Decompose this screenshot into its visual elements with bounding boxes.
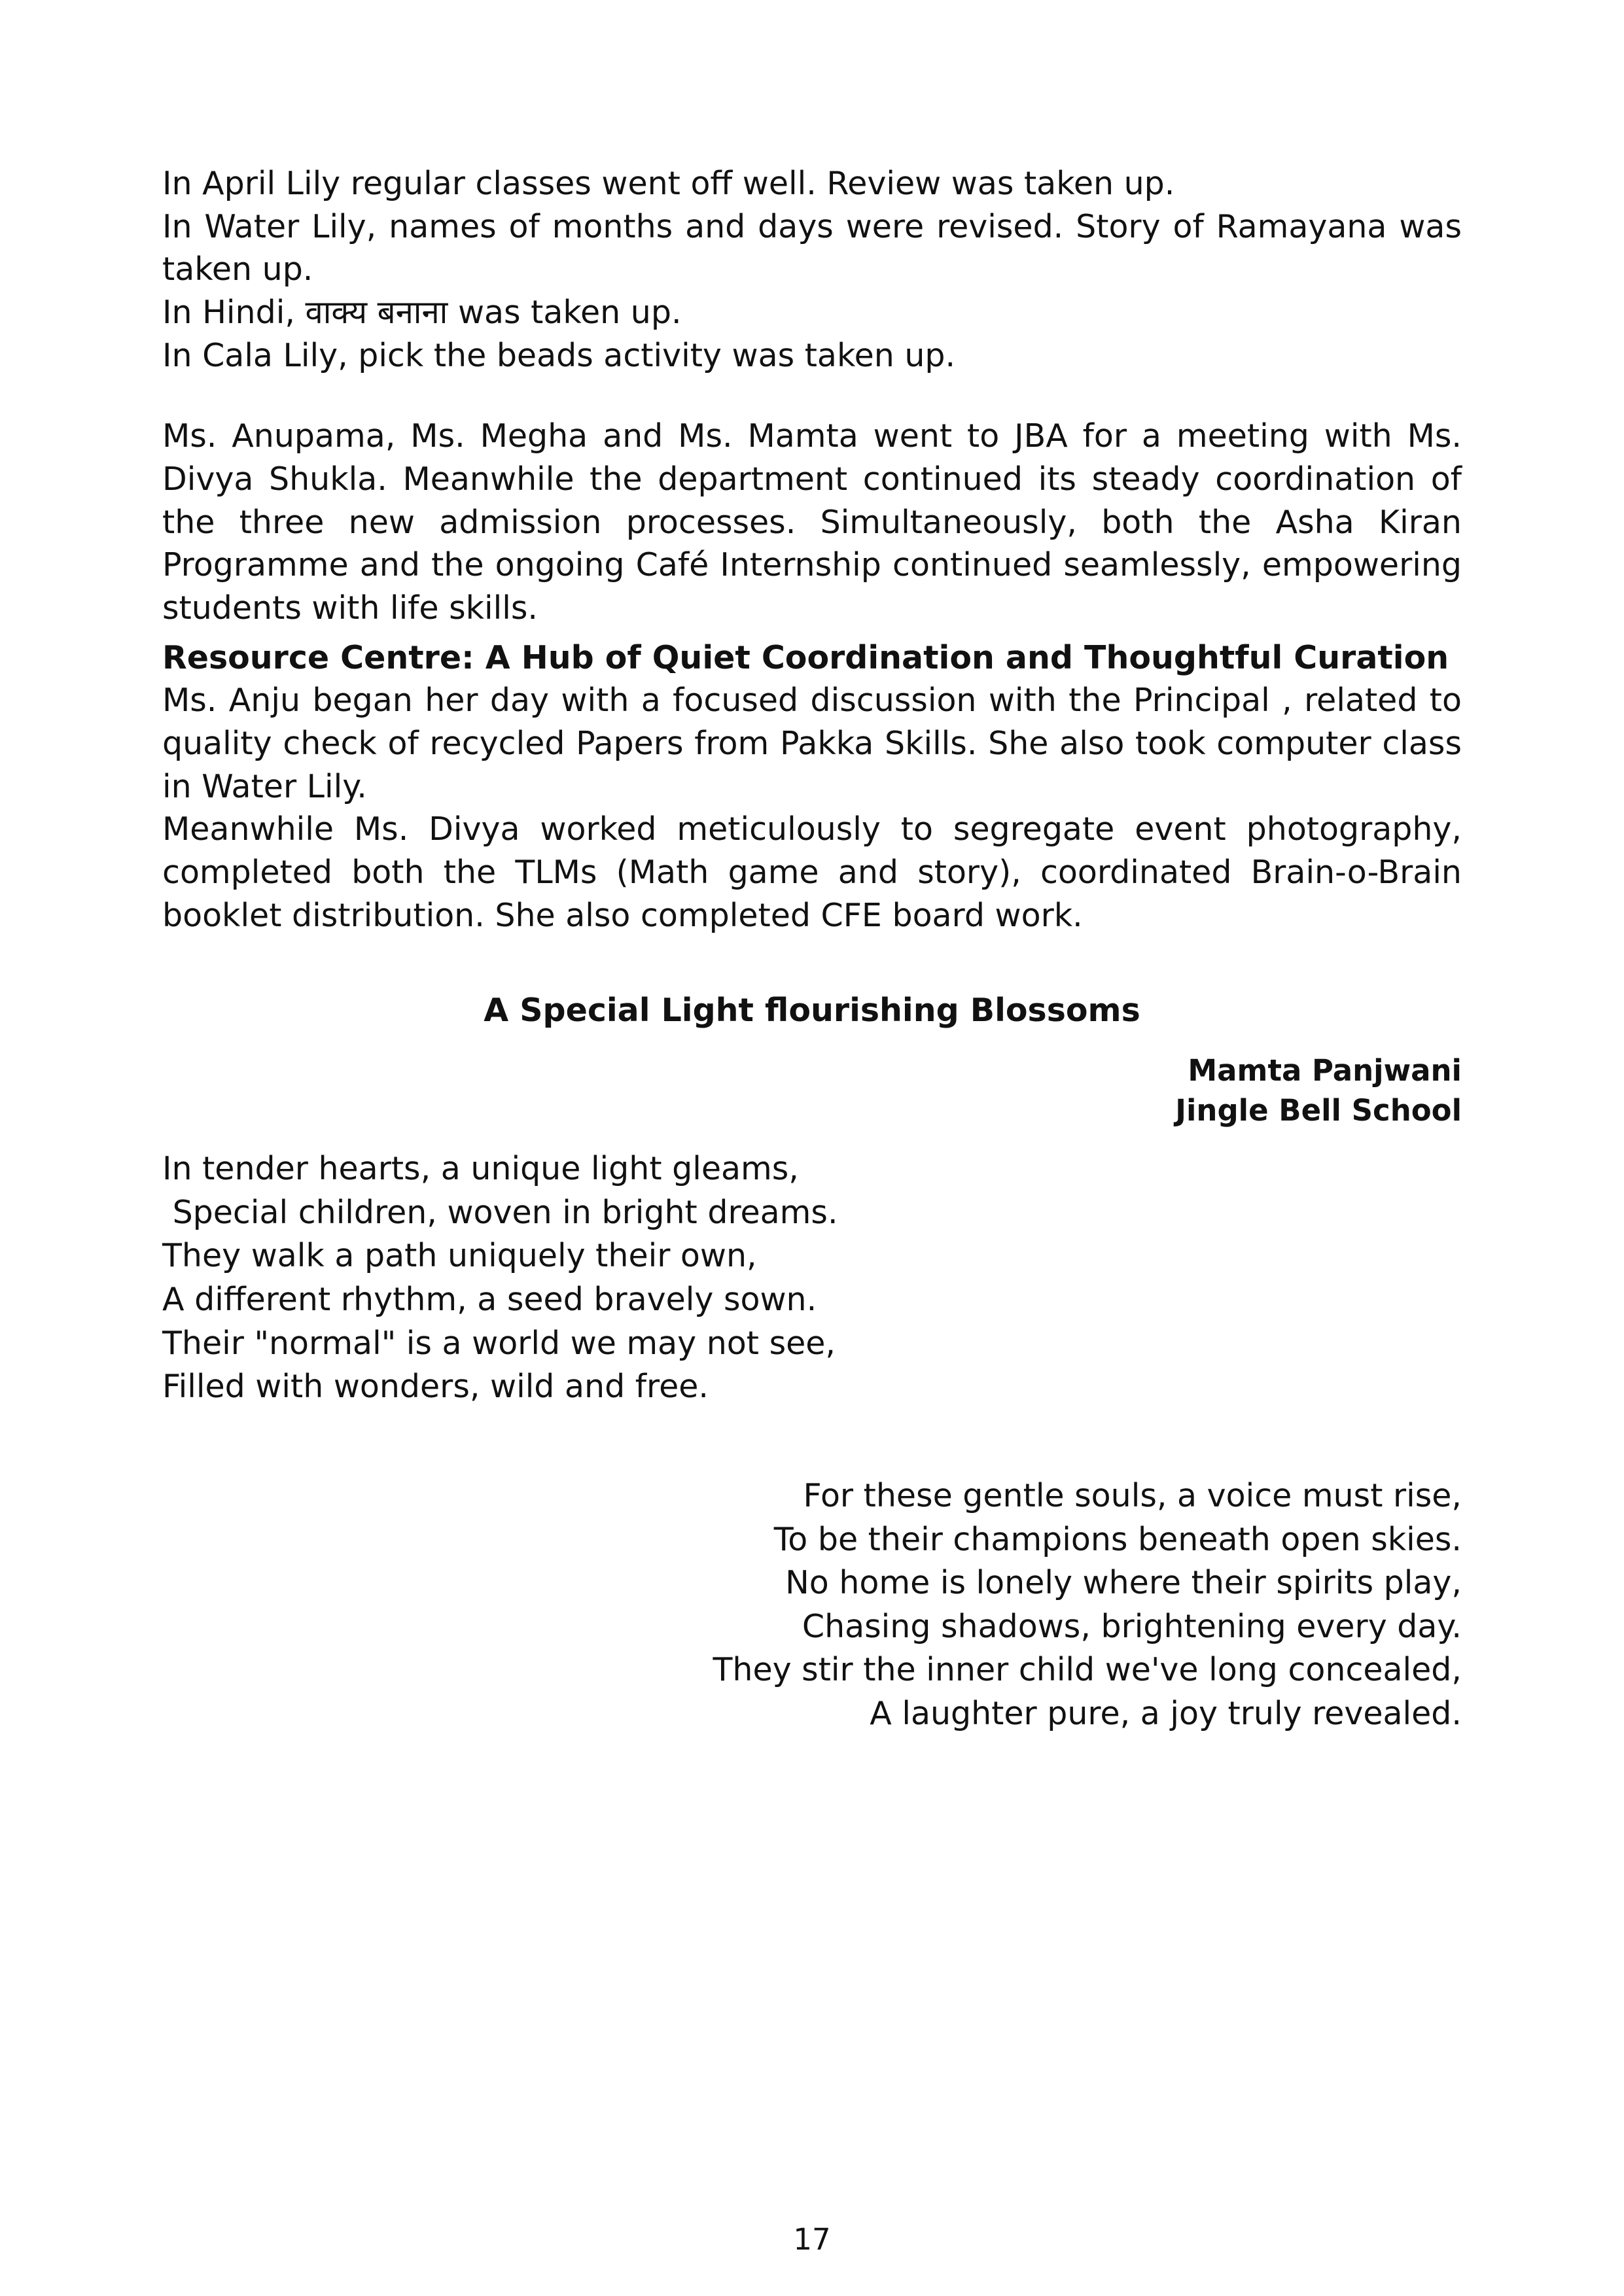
hindi-line-prefix: In Hindi, <box>162 293 306 331</box>
poem-line: A different rhythm, a seed bravely sown. <box>162 1281 817 1319</box>
hindi-line-suffix: was taken up. <box>448 293 682 331</box>
poem-line: No home is lonely where their spirits play, <box>785 1564 1462 1602</box>
paragraph-divya: Meanwhile Ms. Divya worked meticulously to segregate event photography, completed both the TLMs (Math game and story), coordinated Brain-o-Brain booklet distribution. She also completed CFE board work. <box>162 810 1462 934</box>
poem-line: They walk a path uniquely their own, <box>162 1237 757 1275</box>
spacer-3 <box>162 937 1462 989</box>
spacer-6 <box>162 1409 1462 1474</box>
paragraph-line-1: In April Lily regular classes went off well. Review was taken up. <box>162 165 1175 202</box>
poem-line: For these gentle souls, a voice must rise, <box>803 1476 1462 1514</box>
paragraph-line-2: In Water Lily, names of months and days were revised. Story of Ramayana was taken up. <box>162 207 1462 288</box>
spacer-2 <box>162 630 1462 636</box>
poem-line: Filled with wonders, wild and free. <box>162 1368 709 1406</box>
hindi-text: वाक्य बनाना <box>305 293 448 331</box>
poem-line: Special children, woven in bright dreams. <box>162 1193 838 1231</box>
section-heading-resource-centre: Resource Centre: A Hub of Quiet Coordination and Thoughtful Curation <box>162 638 1449 676</box>
poem-line: Their "normal" is a world we may not see, <box>162 1324 836 1362</box>
poem-stanza-left <box>162 1147 1462 1409</box>
paragraph-line-3 <box>162 291 1462 334</box>
poem-title: A Special Light flourishing Blossoms <box>484 992 1140 1030</box>
page-number: 17 <box>793 2222 831 2257</box>
paragraph-anju: Ms. Anju began her day with a focused discussion with the Principal , related to quality check of recycled Papers from Pakka Skills. She also took computer class in Water Lily. <box>162 682 1462 805</box>
spacer-4 <box>162 1032 1462 1051</box>
poem-stanza-right <box>162 1474 1462 1736</box>
paragraph-meeting: Ms. Anupama, Ms. Megha and Ms. Mamta went to JBA for a meeting with Ms. Divya Shukla. Meanwhile the department continued its steady coordination of the three new admission processes. Simultaneously, both the Asha Kiran Programme and the ongoing Café Internship continued seamlessly, empowering students with life skills. <box>162 417 1462 627</box>
poem-line: They stir the inner child we've long concealed, <box>713 1651 1462 1689</box>
spacer-1 <box>162 377 1462 415</box>
paragraph-line-4: In Cala Lily, pick the beads activity was taken up. <box>162 336 956 374</box>
poem-line: To be their champions beneath open skies. <box>773 1520 1462 1558</box>
page-content <box>162 162 1462 1736</box>
poem-author: Mamta Panjwani <box>1188 1052 1462 1088</box>
poem-line: Chasing shadows, brightening every day. <box>802 1607 1462 1645</box>
spacer-5 <box>162 1130 1462 1147</box>
poem-line: In tender hearts, a unique light gleams, <box>162 1150 799 1188</box>
poem-affiliation: Jingle Bell School <box>1175 1093 1462 1128</box>
poem-line: A laughter pure, a joy truly revealed. <box>870 1695 1462 1733</box>
